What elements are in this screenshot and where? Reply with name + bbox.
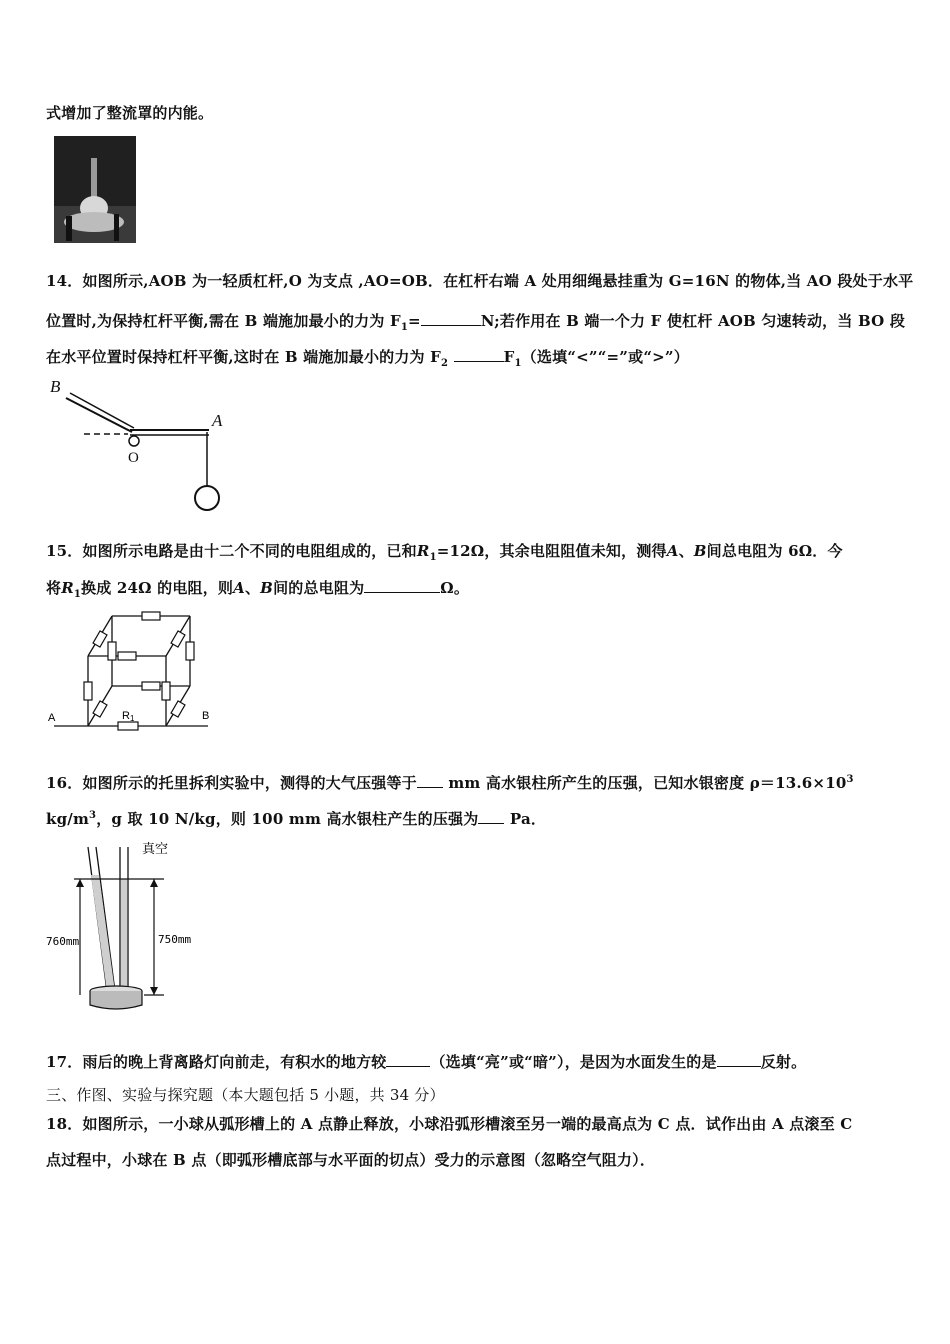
lever-label-a: A	[212, 411, 223, 430]
q15-text-d: =12Ω，其余电阻阻值未知，测得	[436, 542, 667, 560]
q17-text-b: （选填“亮”或“暗”），是因为水面发生的是	[430, 1053, 717, 1071]
q14-line2-c: =	[408, 312, 421, 330]
rocket-launch-photo	[54, 136, 136, 243]
lever-arm-bo	[66, 398, 132, 432]
q15-r-sub: 1	[429, 552, 437, 563]
q14-line2-d: N;若作用在 B 端一个力 F 使杠杆 AOB 匀速转动，当 BO 段	[480, 312, 906, 330]
q16-line2	[46, 808, 546, 829]
q15-line2	[46, 577, 469, 600]
resistor	[171, 701, 185, 717]
resistor	[108, 642, 116, 660]
q15-r-symbol: R	[416, 542, 430, 560]
q16-answer-blank-2[interactable]	[478, 809, 504, 824]
section-3-heading: 三、作图、实验与探究题（本大题包括 5 小题，共 34 分）	[46, 1086, 445, 1104]
resistor-r1	[118, 722, 138, 730]
resistor	[93, 631, 107, 647]
q16-text-b: mm 高水银柱所产生的压强，已知水银密度 ρ＝13.6×10	[448, 774, 847, 792]
resistor-cube-figure	[44, 602, 224, 737]
q16-sup-2: 3	[89, 810, 97, 821]
q17-text-c: 反射。	[760, 1053, 807, 1071]
vertical-mercury	[121, 879, 127, 999]
q16-text-d: Pa．	[509, 810, 547, 828]
q15-text-h: 间总电阻为 6Ω．今	[706, 542, 843, 560]
right-length-label: 750mm	[158, 933, 192, 946]
rocket-photo-drawing	[54, 136, 136, 243]
q16-answer-blank-1[interactable]	[417, 773, 443, 788]
q15-line1	[46, 540, 843, 563]
left-arrow-up	[76, 879, 84, 887]
pivot-o	[129, 436, 139, 446]
tilted-mercury	[91, 875, 116, 999]
q16-unit: kg/m	[46, 810, 90, 828]
q15-l2-sep: 、	[244, 579, 261, 597]
q16-sup-1: 3	[846, 774, 854, 785]
q15-l2-r-symbol: R	[61, 579, 74, 597]
q17-text-a: 17．雨后的晚上背离路灯向前走，有积水的地方较	[46, 1053, 387, 1071]
q14-sub-3: 1	[514, 358, 522, 369]
resistor-r1-label	[122, 710, 135, 723]
q16-line1	[46, 772, 854, 793]
q14-line3-e: （选填“<”“=”或“>”）	[521, 348, 689, 366]
node-label-b: B	[202, 710, 210, 722]
q15-l2-i: Ω。	[440, 579, 470, 597]
q14-answer-blank-1[interactable]	[421, 311, 481, 326]
vacuum-label: 真空	[142, 842, 169, 857]
q14-line1: 14．如图所示,AOB 为一轻质杠杆,O 为支点 ,AO=OB．在杠杆右端 A 处用细绳悬挂重为 G=16N 的物体,当 AO 段处于水平	[46, 272, 914, 290]
q17-line	[46, 1051, 806, 1072]
resistor	[118, 652, 136, 660]
q15-text-a: 15．如图所示电路是由十二个不同的电阻组成的，已和	[46, 542, 417, 560]
resistor	[84, 682, 92, 700]
q14-answer-blank-2[interactable]	[454, 347, 504, 362]
intro-text: 式增加了整流罩的内能。	[46, 104, 214, 122]
resistor	[142, 612, 160, 620]
q16-text-c: ，g 取 10 N/kg，则 100 mm 高水银柱产生的压强为	[96, 810, 479, 828]
resistor	[93, 701, 107, 717]
node-label-a: A	[48, 712, 56, 724]
resistor	[162, 682, 170, 700]
pivot-label-o: O	[128, 450, 139, 466]
r1-label-sub: 1	[129, 714, 135, 723]
q14-line2-a: 位置时,为保持杠杆平衡,需在 B 端施加最小的力为 F	[46, 312, 401, 330]
r1-label-main: R	[122, 710, 130, 722]
q15-l2-a: 将	[46, 579, 62, 597]
resistor	[171, 631, 185, 647]
q15-l2-r-sub: 1	[73, 589, 82, 600]
q14-line2	[46, 310, 905, 333]
q18-line2: 点过程中，小球在 B 点（即弧形槽底部与水平面的切点）受力的示意图（忽略空气阻力）．	[46, 1151, 656, 1169]
q14-line3	[46, 346, 689, 369]
q15-b-symbol: B	[693, 542, 707, 560]
resistor	[142, 682, 160, 690]
q15-l2-h: 间的总电阻为	[273, 579, 365, 597]
left-length-label: 760mm	[46, 935, 80, 948]
q14-sub-2: 2	[441, 358, 449, 369]
lever-label-b: B	[50, 377, 61, 396]
q15-a-symbol: A	[666, 542, 679, 560]
q15-l2-a-symbol: A	[233, 579, 245, 597]
q14-sub-1: 1	[400, 322, 409, 333]
q15-answer-blank[interactable]	[364, 578, 440, 593]
lever-arm-bo-edge	[70, 393, 134, 428]
q15-l2-b-symbol: B	[260, 579, 274, 597]
right-arrow-down	[150, 987, 158, 995]
resistor	[186, 642, 194, 660]
hanging-weight	[195, 486, 219, 510]
q14-line3-a: 在水平位置时保持杠杆平衡,这时在 B 端施加最小的力为 F	[46, 348, 442, 366]
q15-sep: 、	[678, 542, 694, 560]
q17-answer-blank-2[interactable]	[717, 1052, 761, 1067]
q16-text-a: 16．如图所示的托里拆利实验中，测得的大气压强等于	[46, 774, 417, 792]
torricelli-figure	[44, 835, 219, 1015]
q15-l2-d: 换成 24Ω 的电阻，则	[81, 579, 234, 597]
mercury-dish	[90, 991, 142, 1009]
lever-figure	[44, 376, 244, 516]
q17-answer-blank-1[interactable]	[386, 1052, 430, 1067]
q14-line3-c: F	[503, 348, 515, 366]
q18-line1: 18．如图所示，一小球从弧形槽上的 A 点静止释放，小球沿弧形槽滚至另一端的最高点为 C 点．试作出由 A 点滚至 C	[46, 1115, 853, 1133]
right-arrow-up	[150, 879, 158, 887]
